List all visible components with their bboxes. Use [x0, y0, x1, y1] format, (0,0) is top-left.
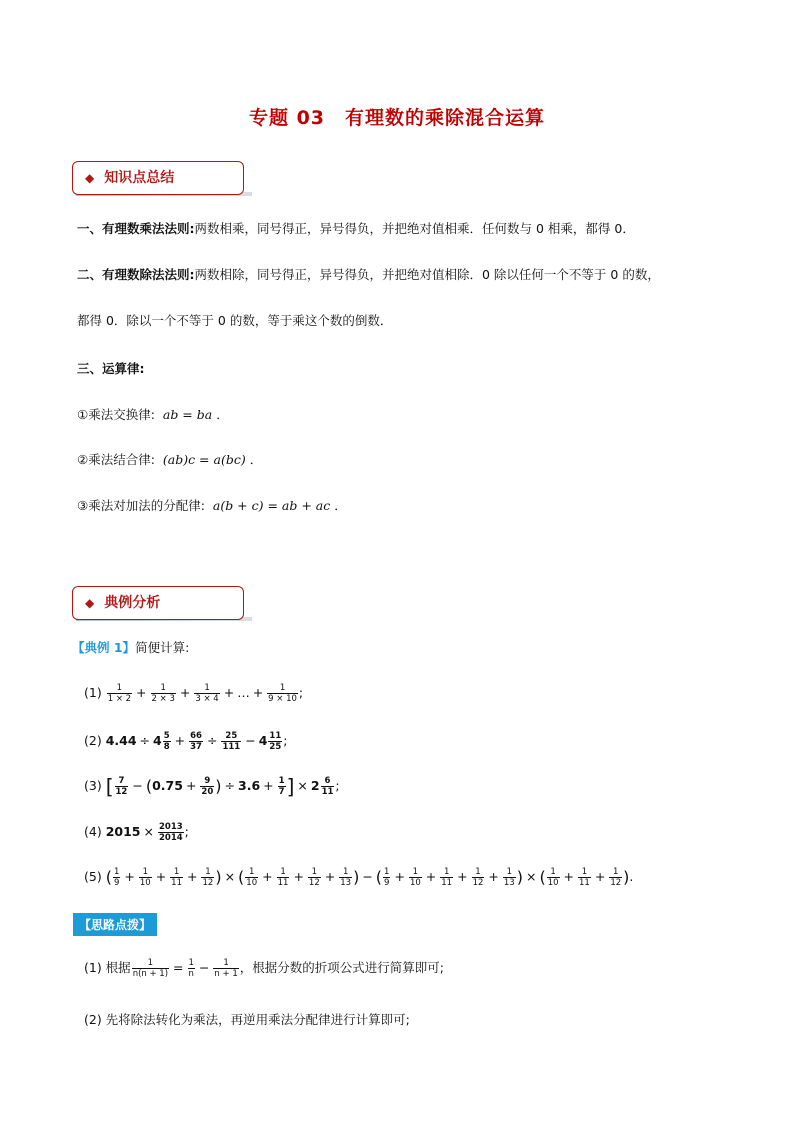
problem-1: (1) $\frac{1}{1 \times 2}$ + $\frac{1}{2 \times 3}$ + $\frac{1}{3 \times 4}$ + … + $\frac{1}{9 \times 10}$ ; — [84, 683, 304, 704]
problem-4: (4) 2015 × $\frac{2013}{2014}$ ; — [84, 822, 189, 843]
law-associative: ②乘法结合律: (ab)c = a(bc) ． — [77, 452, 263, 467]
example-heading: 【典例 1】简便计算: — [72, 640, 190, 655]
section-examples — [72, 586, 244, 620]
section-examples-label: 典例分析 — [104, 595, 161, 611]
rule-division: 二、有理数除法法则:两数相除，同号得正，异号得负，并把绝对值相除．0 除以任何一个不等于 0 的数， — [77, 267, 660, 282]
section-knowledge — [72, 161, 244, 195]
rule-multiplication: 一、有理数乘法法则:两数相乘，同号得正，异号得负，并把绝对值相乘．任何数与 0 相乘，都得 0． — [77, 221, 635, 236]
hint-2: (2) 先将除法转化为乘法，再逆用乘法分配律进行计算即可; — [84, 1012, 410, 1027]
section-knowledge-label: 知识点总结 — [104, 170, 175, 186]
problem-2: (2) 4.44 ÷ 4 $\frac{5}{8}$ + $\frac{66}{37}$ ÷ $\frac{25}{111}$ − 4 $\frac{11}{25}$ ; — [84, 731, 288, 752]
problem-3: (3) [ $\frac{7}{12}$ − (0.75 + $\frac{9}{20}$ ) ÷ 3.6 + $\frac{1}{7}$ ] × 2 $\frac{6}{11}$ ; — [84, 774, 340, 799]
law-distributive: ③乘法对加法的分配律: a(b + c) = ab + ac ． — [77, 498, 347, 513]
page-title: 专题 03 有理数的乘除混合运算 — [248, 107, 546, 129]
rule-division-cont: 都得 0．除以一个不等于 0 的数，等于乘这个数的倒数． — [77, 313, 393, 328]
diamond-icon: ◆ — [85, 171, 95, 185]
diamond-icon: ◆ — [85, 596, 95, 610]
hint-label: 【思路点拨】 — [73, 913, 157, 936]
law-commutative: ①乘法交换律: ab = ba ． — [77, 407, 229, 422]
rule-laws-heading: 三、运算律: — [77, 361, 145, 376]
hint-1: (1) 根据 $\frac{1}{n(n + 1)}$ = $\frac{1}{n}$ − $\frac{1}{n + 1}$ ，根据分数的折项公式进行简算即可; — [84, 958, 444, 979]
problem-5: (5) ( $\frac{1}{9}$ + $\frac{1}{10}$ + $\frac{1}{11}$ + $\frac{1}{12}$ ) × ( $\frac{1}{10}$ + $\frac{1}{11}$ + $\frac{1}{12}$ + $\frac{1}{13}$ ) − ( $\frac{1}{9}$ + $\frac{1}{10}$ + $\frac{1}{11}$ + $\frac{1}{12}$ + $\frac{1}{13}$ ) × ( $\frac{1}{10}$ + $\frac{1}{11}$ + $\frac{1}{12}$ ). — [84, 867, 634, 888]
